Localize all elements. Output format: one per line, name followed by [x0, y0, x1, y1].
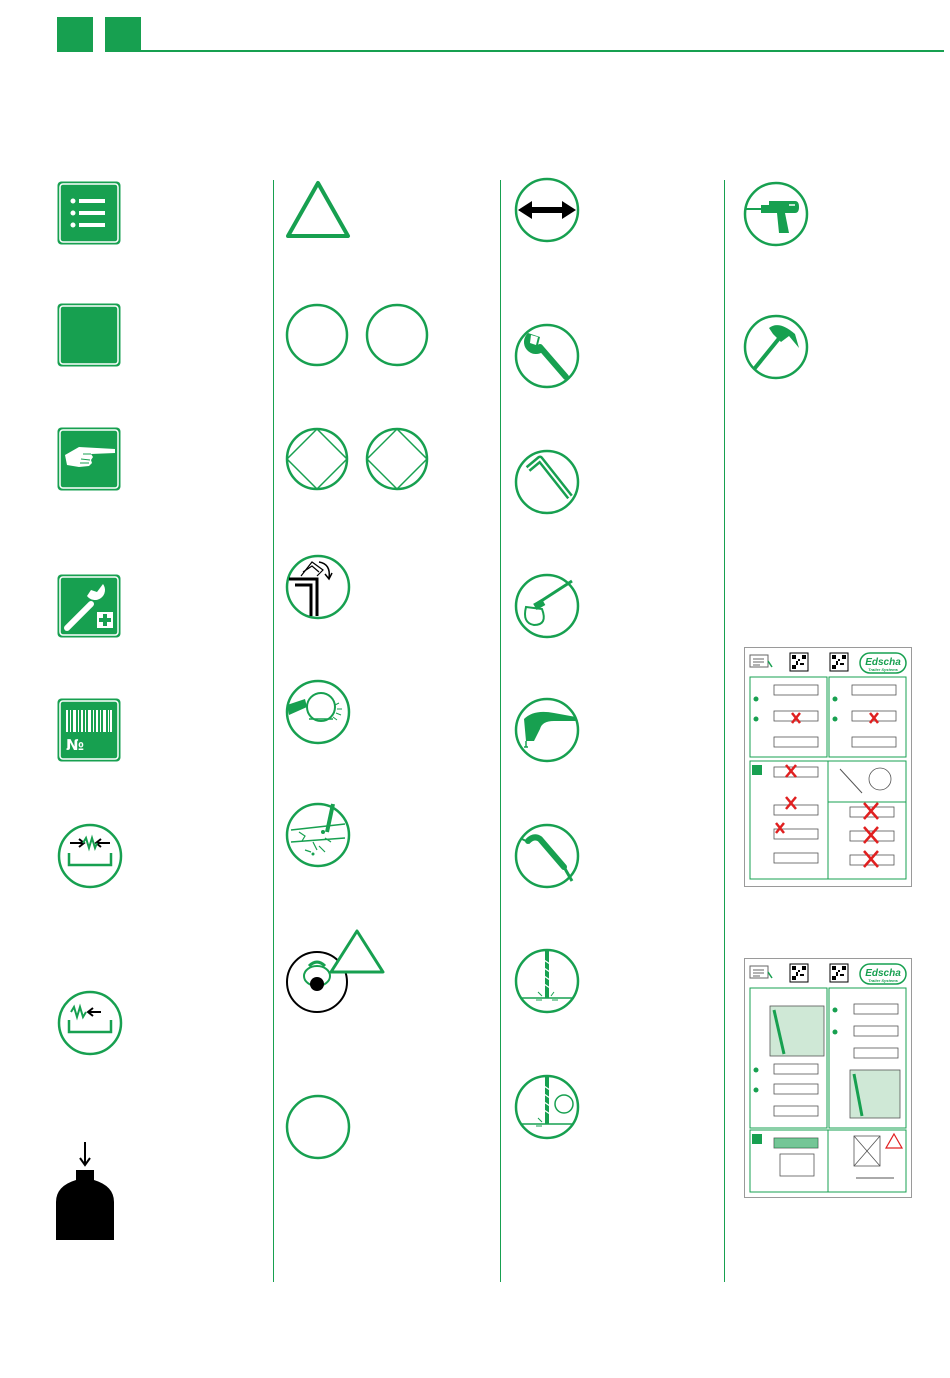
header-tab-left [57, 17, 93, 52]
header-tab-right [105, 17, 141, 52]
serial-number-barcode-icon [57, 698, 121, 762]
sheet-2-brand: Edscha [865, 968, 901, 979]
header-rule [141, 50, 944, 52]
drill-bit-icon [514, 948, 580, 1014]
circle-pair-icon [285, 303, 431, 367]
number-sign-label: № [66, 736, 85, 754]
drill-chips-icon [285, 802, 351, 868]
grinding-disc-icon [285, 679, 351, 745]
allen-key-icon [514, 449, 580, 515]
warning-triangle-icon [285, 180, 351, 240]
push-button-warning-icon [285, 928, 385, 1014]
list-icon [57, 181, 121, 245]
welding-torch-icon [514, 823, 580, 889]
angle-unfold-icon [285, 554, 351, 620]
column-divider-1 [273, 180, 274, 1282]
instruction-sheet-2-icon [744, 958, 912, 1198]
sheet-2-brand-sub: Trailer Systems [868, 978, 898, 983]
cable-tie-icon [514, 573, 580, 639]
spring-compress-icon [57, 823, 123, 889]
green-square-icon [57, 303, 121, 367]
drill-bit-magnifier-icon [514, 1074, 580, 1140]
rivet-gun-icon [514, 697, 580, 763]
sheet-1-brand-sub: Trailer Systems [868, 667, 898, 672]
spring-release-icon [57, 990, 123, 1056]
sheet-1-brand: Edscha [865, 657, 901, 668]
column-divider-2 [500, 180, 501, 1282]
spanner-icon [514, 323, 580, 389]
weight-load-icon [54, 1140, 116, 1242]
wrench-plus-icon [57, 574, 121, 638]
power-drill-icon [743, 181, 809, 247]
instruction-sheet-1-icon [744, 647, 912, 887]
column-divider-3 [724, 180, 725, 1282]
plain-circle-icon [285, 1094, 351, 1160]
double-arrow-icon [514, 177, 580, 243]
pointing-hand-icon [57, 427, 121, 491]
hammer-icon [743, 314, 809, 380]
crossed-circle-pair-icon [285, 427, 431, 491]
